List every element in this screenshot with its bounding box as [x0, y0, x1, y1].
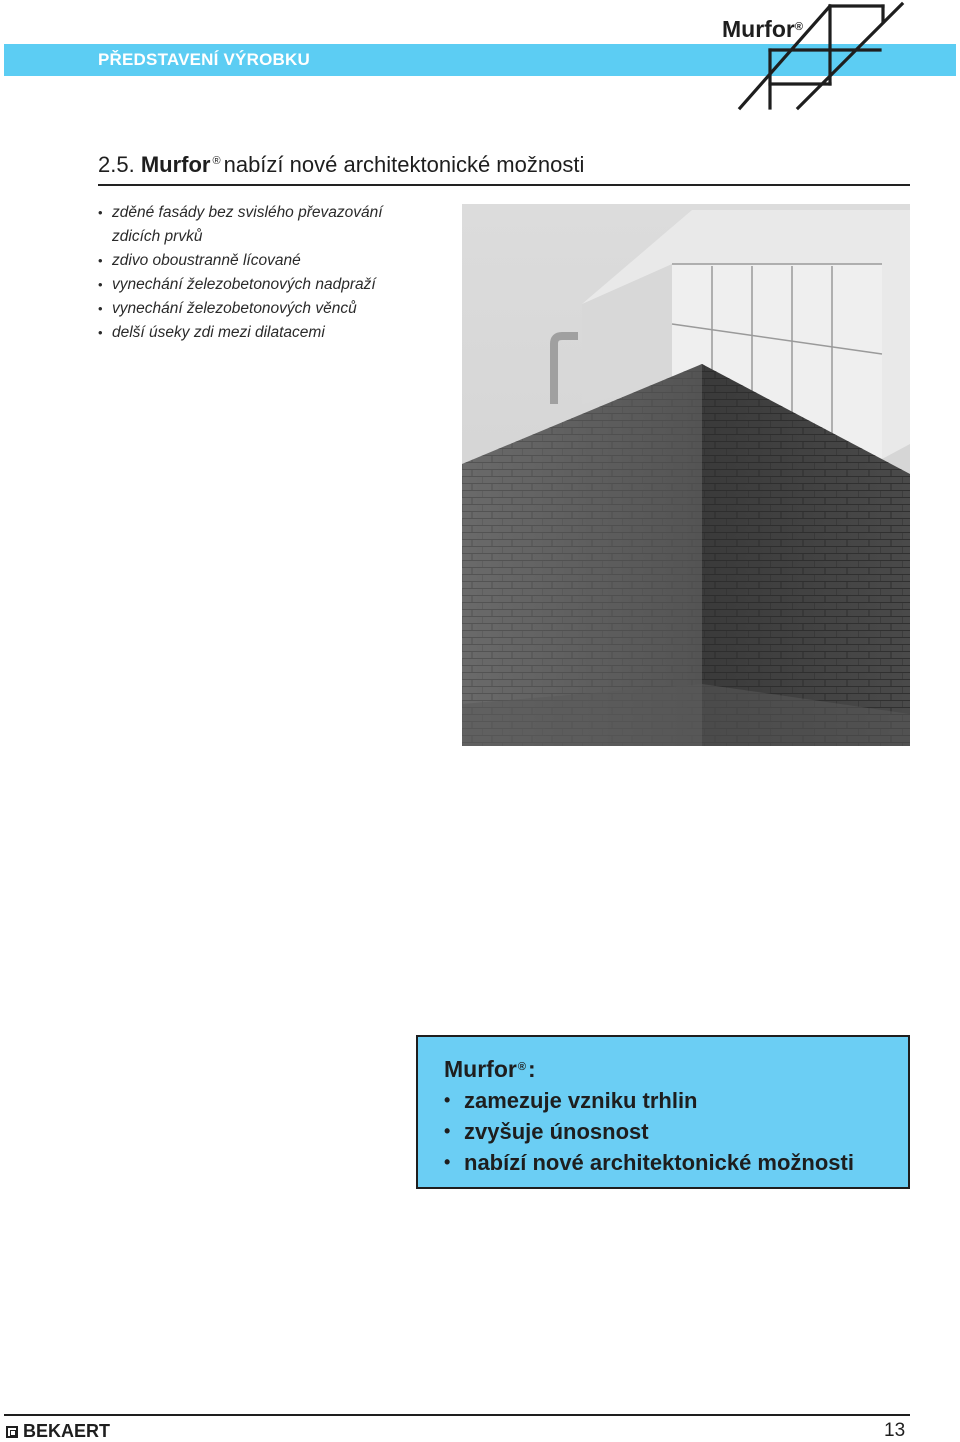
page-number: 13	[884, 1420, 906, 1441]
section-registered-mark: ®	[212, 155, 221, 167]
heading-rule	[98, 184, 910, 186]
brand-name: Murfor	[722, 16, 795, 42]
summary-item: • zvyšuje únosnost	[444, 1116, 854, 1147]
summary-item: • nabízí nové architektonické možnosti	[444, 1147, 854, 1178]
bullet-icon: •	[98, 301, 103, 316]
section-title: nabízí nové architektonické možnosti	[223, 152, 585, 177]
bekaert-logo-icon	[6, 1426, 18, 1438]
summary-list	[444, 1085, 854, 1178]
registered-mark: ®	[794, 21, 803, 33]
feature-item: • vynechání železobetonových nadpraží	[98, 273, 458, 297]
feature-item: • zděné fasády bez svislého převazování	[98, 201, 458, 225]
footer-logo	[6, 1420, 110, 1442]
summary-box	[416, 1035, 910, 1189]
bullet-icon: •	[98, 277, 103, 292]
masonry-facade-photo	[462, 204, 910, 746]
section-heading	[98, 152, 584, 178]
summary-registered-mark: ®	[517, 1061, 526, 1073]
bullet-icon: •	[98, 253, 103, 268]
feature-list	[98, 201, 458, 345]
bullet-icon: •	[98, 325, 103, 340]
bullet-icon: •	[444, 1152, 451, 1172]
bullet-icon: •	[444, 1090, 451, 1110]
summary-brand: Murfor	[444, 1056, 517, 1082]
footer-logo-text: BEKAERT	[23, 1421, 111, 1441]
feature-item: • zdivo oboustranně lícované	[98, 249, 458, 273]
summary-title	[444, 1055, 536, 1083]
summary-item: • zamezuje vzniku trhlin	[444, 1085, 854, 1116]
bullet-icon: •	[444, 1121, 451, 1141]
feature-item-continuation: zdicích prvků	[112, 228, 203, 245]
footer-rule	[4, 1414, 910, 1416]
header-title: PŘEDSTAVENÍ VÝROBKU	[98, 50, 310, 69]
section-brand: Murfor	[140, 152, 211, 177]
feature-item: • vynechání železobetonových věnců	[98, 297, 458, 321]
summary-colon: :	[527, 1056, 536, 1082]
brand-logo-text	[722, 16, 803, 42]
section-number: 2.5.	[98, 152, 135, 177]
bullet-icon: •	[98, 205, 103, 220]
feature-item: • delší úseky zdi mezi dilatacemi	[98, 321, 458, 345]
